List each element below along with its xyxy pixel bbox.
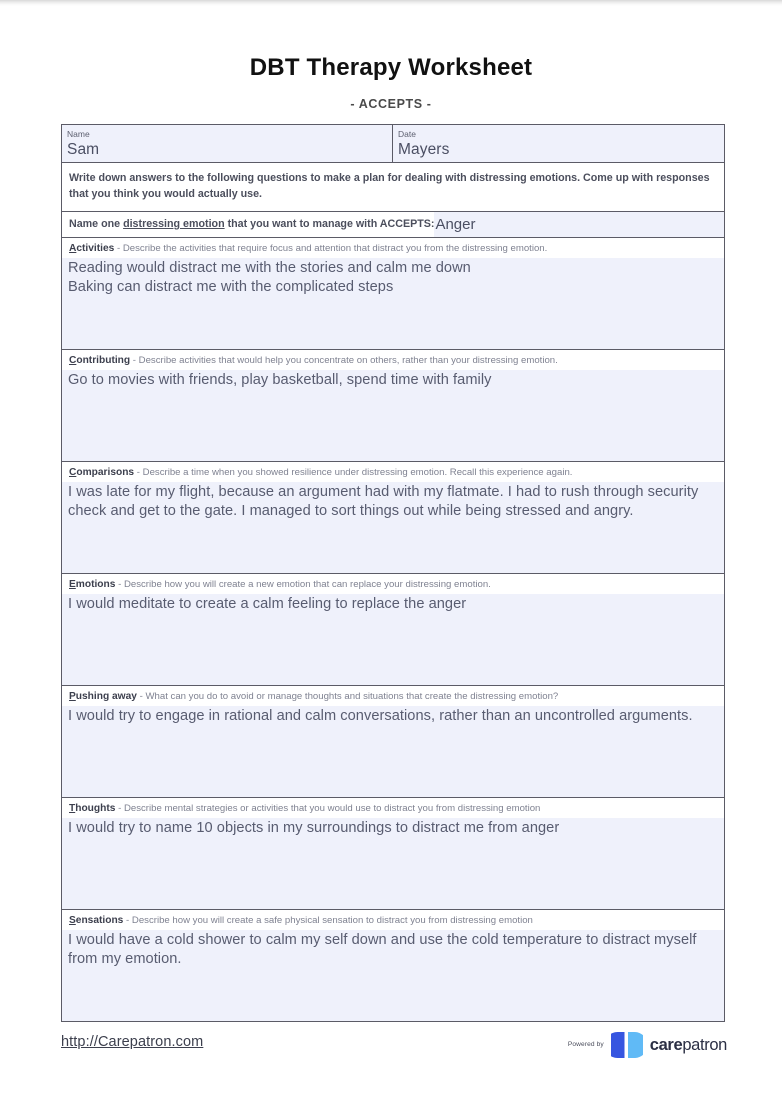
date-value: Mayers xyxy=(398,141,450,158)
question-key-initial: C xyxy=(69,467,77,478)
answer-line: Reading would distract me with the stories and calm me down xyxy=(68,260,471,276)
question-key-initial: P xyxy=(69,691,76,702)
sections-container xyxy=(62,237,724,1021)
question-description: - Describe mental strategies or activities that you would use to distract you from distressing emotion xyxy=(115,803,541,814)
question-block xyxy=(62,573,724,685)
question-description: - Describe how you will create a safe physical sensation to distract you from distressing emotion xyxy=(123,915,533,926)
question-label xyxy=(62,798,724,818)
question-key-rest: omparisons xyxy=(76,467,135,478)
name-field[interactable] xyxy=(62,125,393,162)
name-value: Sam xyxy=(67,141,100,158)
distressing-emotion-prompt xyxy=(62,212,434,237)
question-block xyxy=(62,349,724,461)
prompt-text-after: that you want to manage with ACCEPTS: xyxy=(224,218,435,230)
answer-line: I would have a cold shower to calm my self down and use the cold temperature to distract myself from my emotion. xyxy=(68,932,697,968)
question-description: - Describe the activities that require focus and attention that distract you from the distressing emotion. xyxy=(114,243,548,254)
answer-line: I would try to engage in rational and calm conversations, rather than an uncontrolled arguments. xyxy=(68,708,693,724)
carepatron-branding xyxy=(568,1032,727,1058)
question-key xyxy=(69,243,114,254)
answer-line: I would meditate to create a calm feeling to replace the anger xyxy=(68,596,467,612)
page-subtitle: - ACCEPTS - xyxy=(350,97,432,111)
question-key-initial: T xyxy=(69,803,76,814)
question-label xyxy=(62,574,724,594)
question-answer-input[interactable] xyxy=(62,818,724,909)
question-key-initial: E xyxy=(69,579,76,590)
question-block xyxy=(62,685,724,797)
question-answer-input[interactable] xyxy=(62,594,724,685)
question-label xyxy=(62,462,724,482)
page-footer xyxy=(61,1032,727,1066)
wordmark-patron: patron xyxy=(682,1035,727,1054)
answer-line: Baking can distract me with the complicated steps xyxy=(68,279,394,296)
question-description: - Describe how you will create a new emotion that can replace your distressing emotion. xyxy=(115,579,491,590)
date-field[interactable] xyxy=(393,125,724,162)
page-top-edge-shadow xyxy=(0,0,782,6)
answer-line: I was late for my flight, because an argument had with my flatmate. I had to rush through security check and get to the gate. I managed to sort things out while being stressed and angry. xyxy=(68,484,699,520)
question-key-initial: A xyxy=(69,243,77,254)
question-label xyxy=(62,238,724,258)
prompt-text-before: Name one xyxy=(69,218,124,230)
powered-by-label: Powered by xyxy=(567,1041,604,1048)
instructions-text: Write down answers to the following questions to make a plan for dealing with distressing emotions. Come up with responses that you think you would actually use. xyxy=(62,162,724,211)
question-key-rest: ontributing xyxy=(76,355,131,366)
question-label xyxy=(62,910,724,930)
answer-line: Go to movies with friends, play basketball, spend time with family xyxy=(68,372,492,388)
question-key xyxy=(69,467,134,478)
question-description: - Describe a time when you showed resilience under distressing emotion. Recall this experience again. xyxy=(134,467,573,478)
question-key-initial: C xyxy=(69,355,77,366)
question-key-rest: ushing away xyxy=(75,691,137,702)
question-key xyxy=(69,803,115,814)
wordmark-care: care xyxy=(649,1035,683,1054)
question-key-rest: ctivities xyxy=(76,243,115,254)
distressing-emotion-input[interactable]: Anger xyxy=(434,212,724,237)
answer-line: I would try to name 10 objects in my surroundings to distract me from anger xyxy=(68,820,560,836)
carepatron-logo-icon xyxy=(611,1032,643,1058)
carepatron-wordmark xyxy=(650,1036,727,1055)
question-block xyxy=(62,461,724,573)
question-answer-input[interactable] xyxy=(62,258,724,349)
date-label: Date xyxy=(398,129,416,139)
question-key xyxy=(69,355,130,366)
question-block xyxy=(62,797,724,909)
question-block xyxy=(62,909,724,1021)
question-label xyxy=(62,686,724,706)
question-answer-input[interactable] xyxy=(62,370,724,461)
question-description: - Describe activities that would help you concentrate on others, rather than your distressing emotion. xyxy=(130,355,558,366)
carepatron-link[interactable]: http://Carepatron.com xyxy=(61,1034,204,1050)
page-title: DBT Therapy Worksheet xyxy=(249,54,533,81)
question-key-rest: ensations xyxy=(75,915,124,926)
question-key xyxy=(69,579,115,590)
question-answer-input[interactable] xyxy=(62,930,724,1021)
distressing-emotion-row xyxy=(62,211,724,237)
question-block xyxy=(62,237,724,349)
question-answer-input[interactable] xyxy=(62,482,724,573)
worksheet-form xyxy=(61,124,725,1022)
question-key-initial: S xyxy=(69,915,76,926)
prompt-underlined-term: distressing emotion xyxy=(123,218,225,230)
name-label: Name xyxy=(67,129,90,139)
question-description: - What can you do to avoid or manage thoughts and situations that create the distressing emotion? xyxy=(136,691,559,702)
question-key-rest: motions xyxy=(75,579,116,590)
question-label xyxy=(62,350,724,370)
question-key xyxy=(69,915,123,926)
identity-row xyxy=(62,125,724,162)
question-key xyxy=(69,691,137,702)
question-key-rest: houghts xyxy=(75,803,116,814)
question-answer-input[interactable] xyxy=(62,706,724,797)
